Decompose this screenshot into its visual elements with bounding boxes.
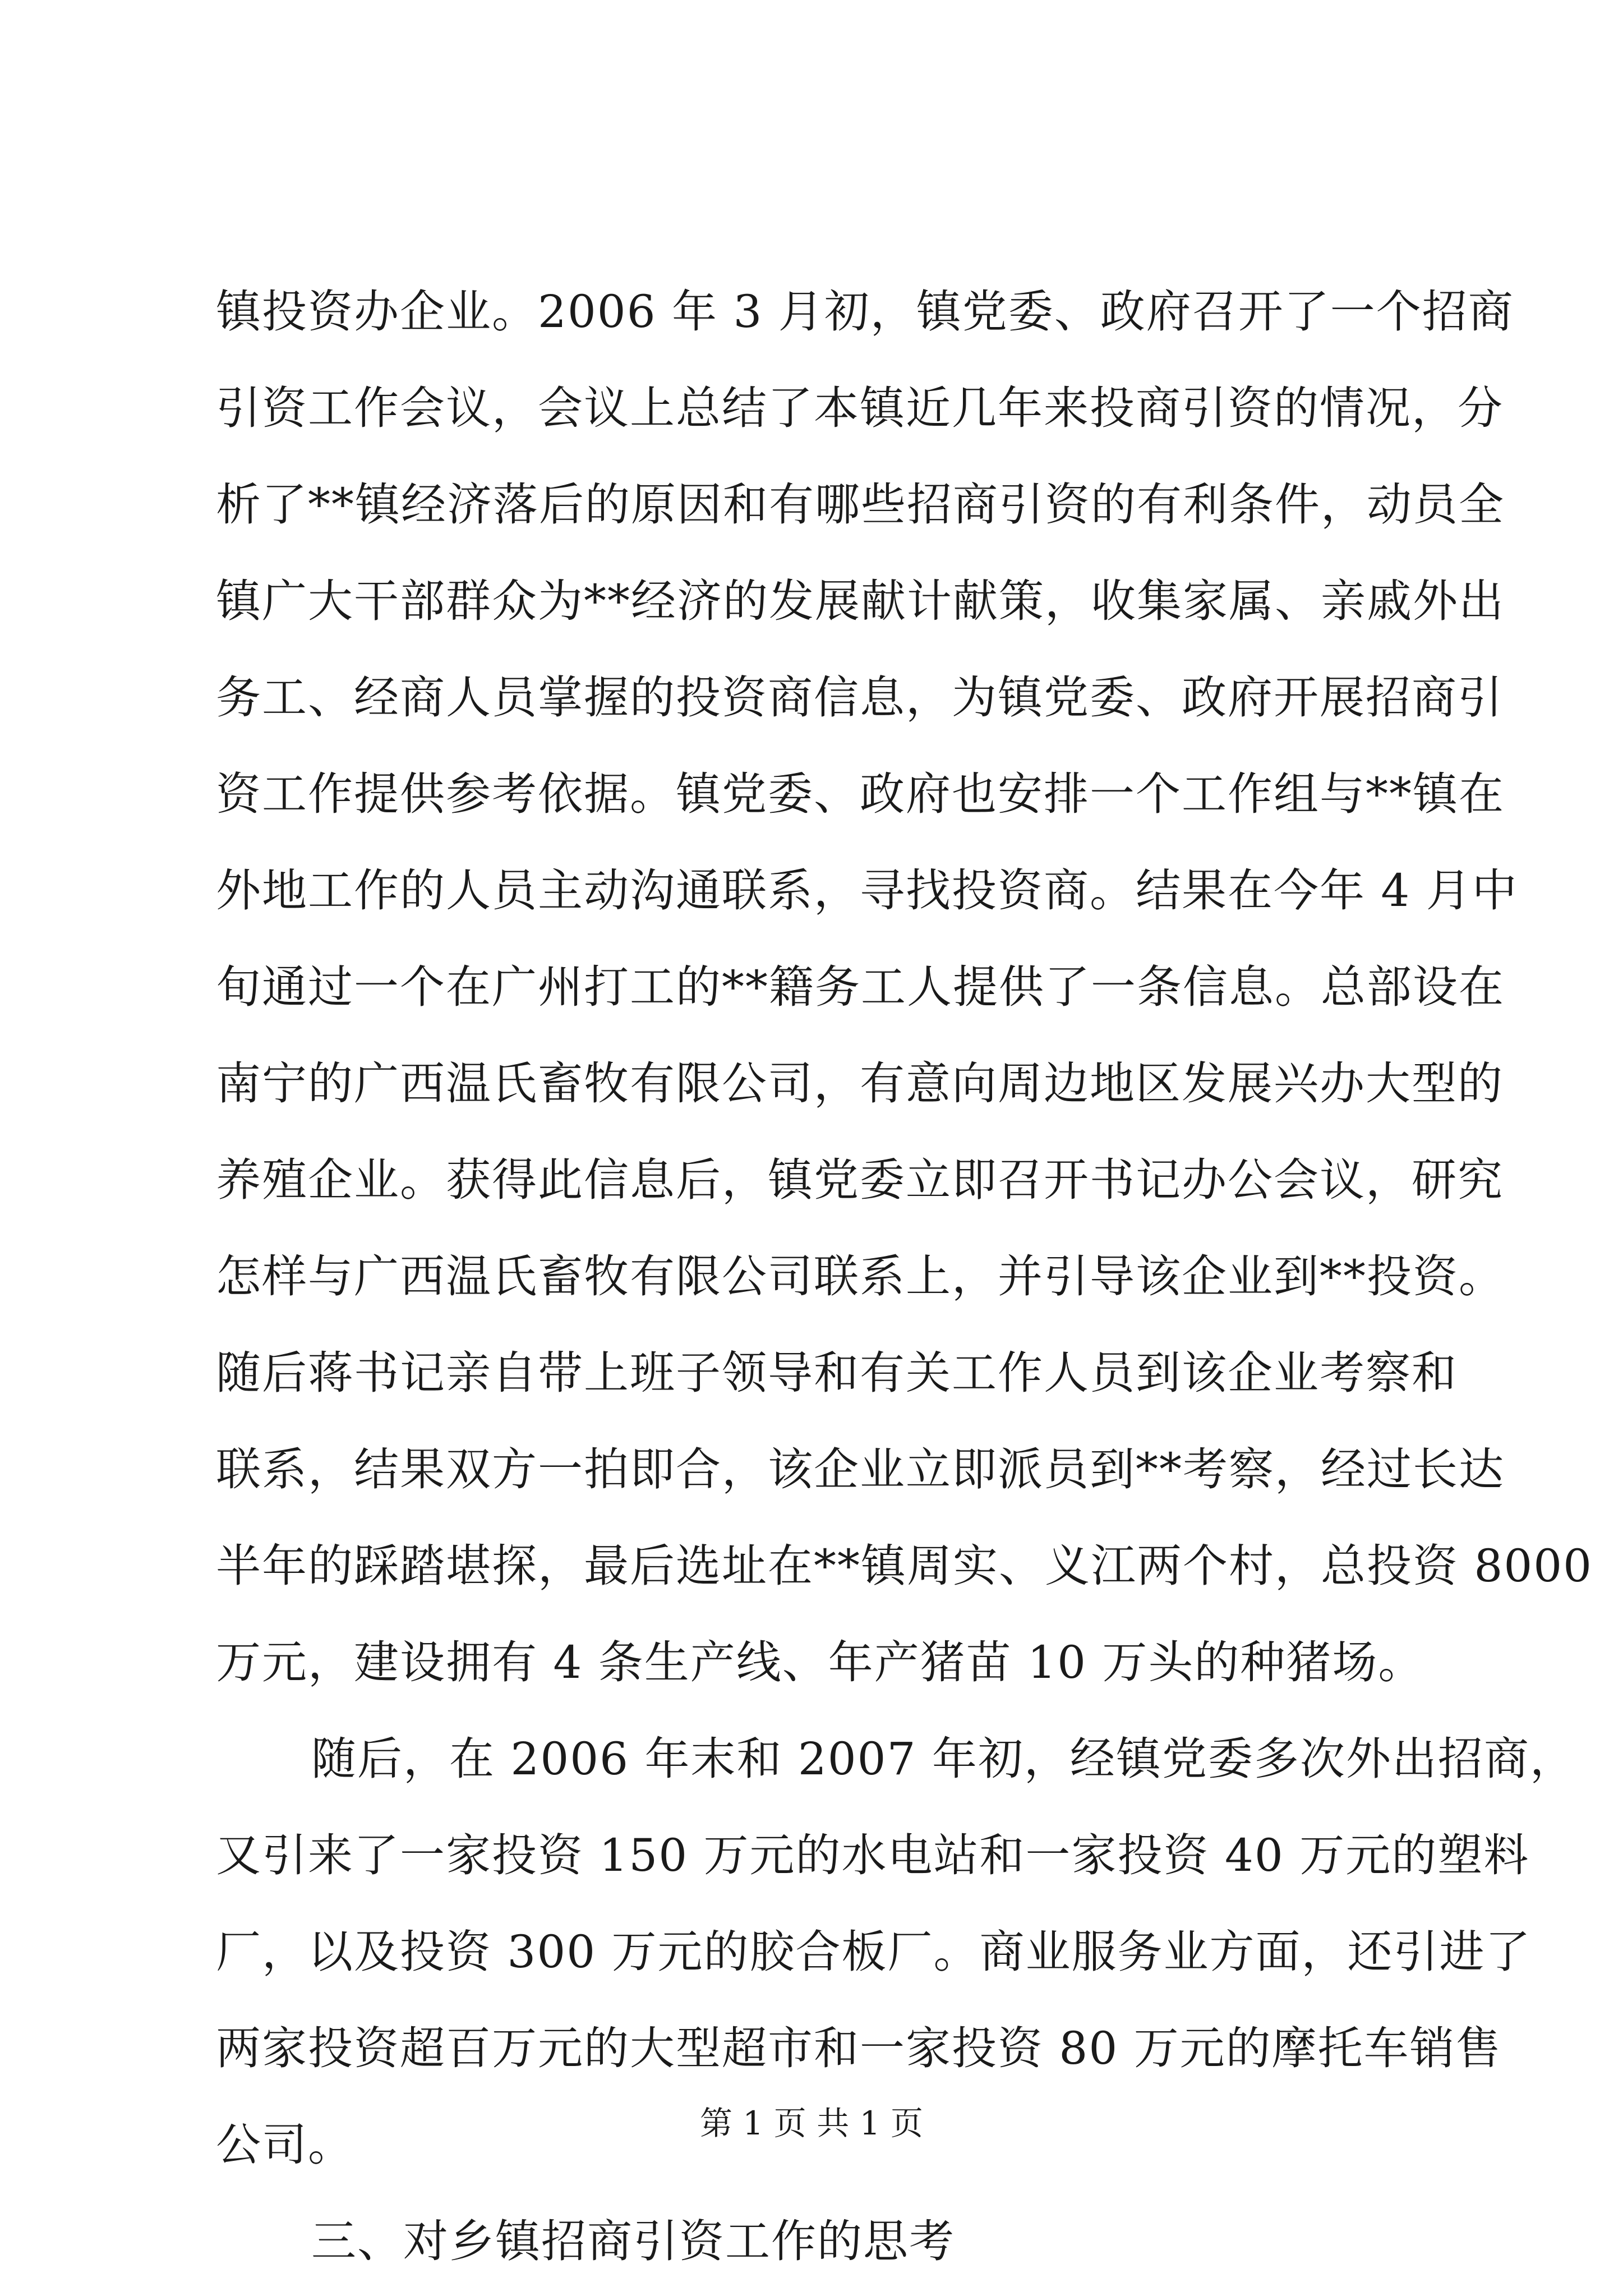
paragraph-line: 半年的踩踏堪探，最后选址在**镇周实、义江两个村，总投资 8000 <box>216 1540 1593 1592</box>
paragraph-line: 务工、经商人员掌握的投资商信息，为镇党委、政府开展招商引 <box>216 671 1504 724</box>
paragraph-line: 公司。 <box>216 2119 354 2171</box>
document-body <box>216 264 1593 2290</box>
paragraph-line: 联系，结果双方一拍即合，该企业立即派员到**考察，经过长达 <box>216 1443 1505 1496</box>
section-heading <box>216 2193 1416 2290</box>
paragraph-line: 怎样与广西温氏畜牧有限公司联系上，并引导该企业到**投资。 <box>216 1250 1505 1303</box>
paragraph-line: 养殖企业。获得此信息后，镇党委立即召开书记办公会议，研究 <box>216 1154 1504 1206</box>
paragraph-line: 又引来了一家投资 150 万元的水电站和一家投资 40 万元的塑料 <box>216 1829 1530 1881</box>
paragraph-line: 镇广大干部群众为**经济的发展献计献策，收集家属、亲戚外出 <box>216 575 1505 627</box>
paragraph-line: 随后，在 2006 年末和 2007 年初，经镇党委多次外出招商， <box>311 1733 1576 1785</box>
paragraph-line: 两家投资超百万元的大型超市和一家投资 80 万元的摩托车销售 <box>216 2022 1502 2074</box>
paragraph-line: 万元，建设拥有 4 条生产线、年产猪苗 10 万头的种猪场。 <box>216 1636 1424 1688</box>
paragraph-line: 资工作提供参考依据。镇党委、政府也安排一个工作组与**镇在 <box>216 768 1505 820</box>
paragraph-line: 南宁的广西温氏畜牧有限公司，有意向周边地区发展兴办大型的 <box>216 1057 1504 1110</box>
paragraph-line: 随后蒋书记亲自带上班子领导和有关工作人员到该企业考察和 <box>216 1347 1458 1399</box>
paragraph-line: 析了**镇经济落后的原因和有哪些招商引资的有利条件，动员全 <box>216 478 1505 531</box>
paragraph-line: 厂，以及投资 300 万元的胶合板厂。商业服务业方面，还引进了 <box>216 1926 1532 1978</box>
paragraph-line: 外地工作的人员主动沟通联系，寻找投资商。结果在今年 4 月中 <box>216 864 1518 917</box>
paragraph-line: 引资工作会议，会议上总结了本镇近几年来投商引资的情况，分 <box>216 382 1504 434</box>
paragraph-1 <box>216 264 1593 1711</box>
paragraph-line: 镇投资办企业。2006 年 3 月初，镇党委、政府召开了一个招商 <box>216 286 1514 338</box>
section-heading-text: 三、对乡镇招商引资工作的思考 <box>311 2215 955 2267</box>
page-footer: 第 1 页 共 1 页 <box>700 2104 923 2142</box>
paragraph-line: 旬通过一个在广州打工的**籍务工人提供了一条信息。总部设在 <box>216 961 1505 1013</box>
